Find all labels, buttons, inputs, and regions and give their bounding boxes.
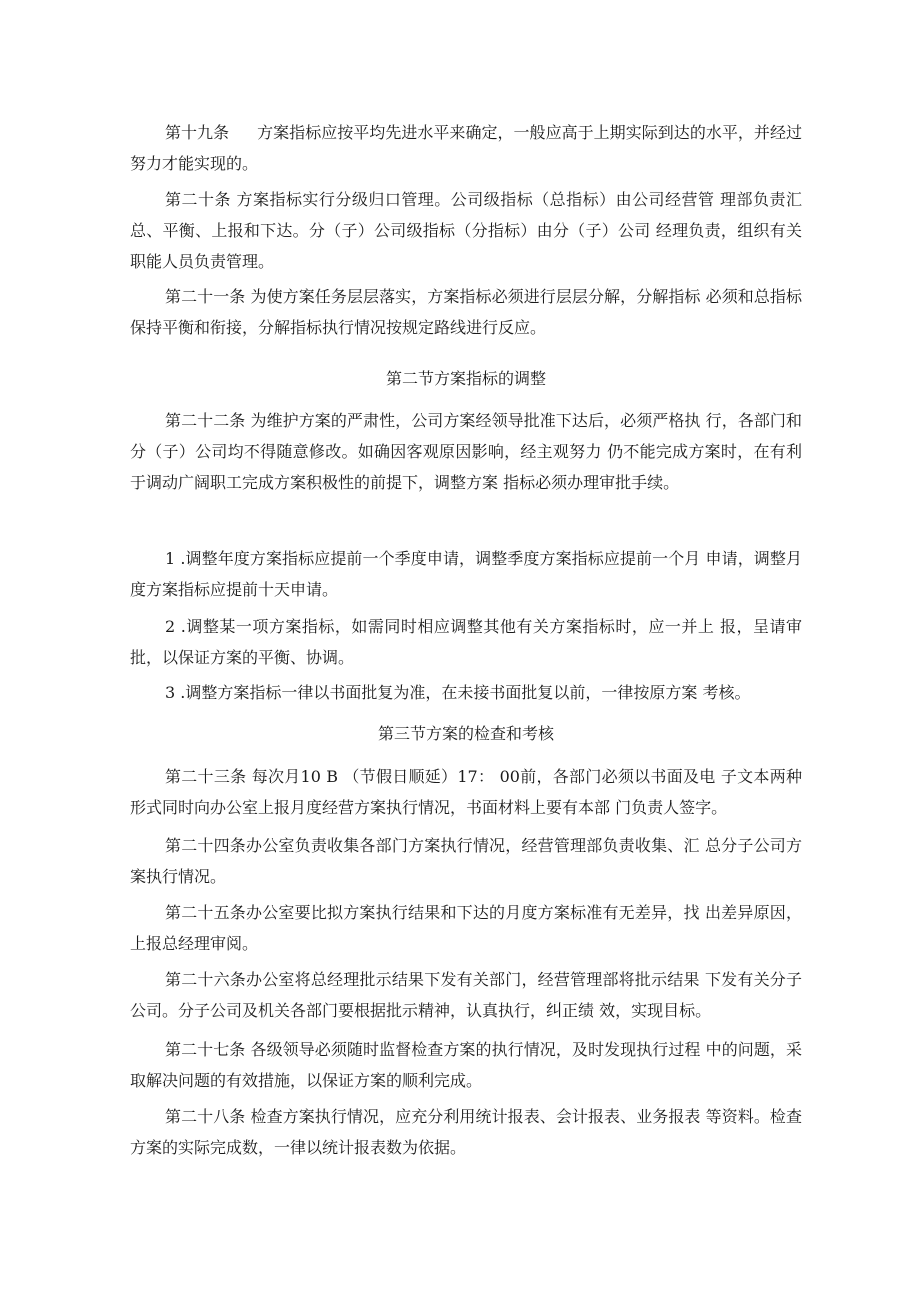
- article-27: 第二十七条 各级领导必须随时监督检查方案的执行情况，及时发现执行过程 中的问题，采取解决问题的有效措施，以保证方案的顺利完成。: [130, 1040, 802, 1090]
- section-3-heading: 第三节方案的检查和考核: [377, 724, 554, 743]
- article-20: 第二十条 方案指标实行分级归口管理。公司级指标（总指标）由公司经营管 理部负责汇总、平衡、上报和下达。分（子）公司级指标（分指标）由分（子）公司 经理负责，组织有关职能人员负责管理。: [130, 190, 802, 271]
- article-24: 第二十四条办公室负责收集各部门方案执行情况，经营管理部负责收集、汇 总分子公司方案执行情况。: [130, 836, 802, 886]
- article-28: 第二十八条 检查方案执行情况，应充分利用统计报表、会计报表、业务报表 等资料。检查方案的实际完成数，一律以统计报表数为依据。: [130, 1107, 802, 1157]
- article-22: 第二十二条 为维护方案的严肃性，公司方案经领导批准下达后，必须严格执 行，各部门和分（子）公司均不得随意修改。如确因客观原因影响，经主观努力 仍不能完成方案时，在有利于调动广阔职工完成方案积极性的前提下，调整方案 指标必须办理审批手续。: [130, 411, 802, 492]
- article-21: 第二十一条 为使方案任务层层落实，方案指标必须进行层层分解，分解指标 必须和总指标保持平衡和衔接，分解指标执行情况按规定路线进行反应。: [130, 287, 802, 337]
- article-26: 第二十六条办公室将总经理批示结果下发有关部门，经营管理部将批示结果 下发有关分子公司。分子公司及机关各部门要根据批示精神，认真执行，纠正绩 效，实现目标。: [130, 970, 802, 1020]
- item-1: 1 .调整年度方案指标应提前一个季度申请，调整季度方案指标应提前一个月 申请，调整月度方案指标应提前十天申请。: [130, 549, 802, 599]
- item-2: 2 .调整某一项方案指标，如需同时相应调整其他有关方案指标时，应一并上 报，呈请审批，以保证方案的平衡、协调。: [130, 617, 802, 667]
- item-3: 3 .调整方案指标一律以书面批复为准，在未接书面批复以前，一律按原方案 考核。: [165, 683, 751, 702]
- article-25: 第二十五条办公室要比拟方案执行结果和下达的月度方案标准有无差异，找 出差异原因，上报总经理审阅。: [130, 903, 802, 953]
- section-2-heading: 第二节方案指标的调整: [385, 369, 546, 388]
- article-19: [130, 117, 802, 179]
- article-19-text: 方案指标应按平均先进水平来确定，一般应高于上期实际到达的水平，并经过努力才能实现的。: [130, 123, 802, 173]
- article-23: 第二十三条 每次月10 B （节假日顺延）17： 00前，各部门必须以书面及电 子文本两种形式同时向办公室上报月度经营方案执行情况，书面材料上要有本部 门负责人签字。: [130, 767, 802, 817]
- article-19-label: 第十九条: [165, 123, 230, 142]
